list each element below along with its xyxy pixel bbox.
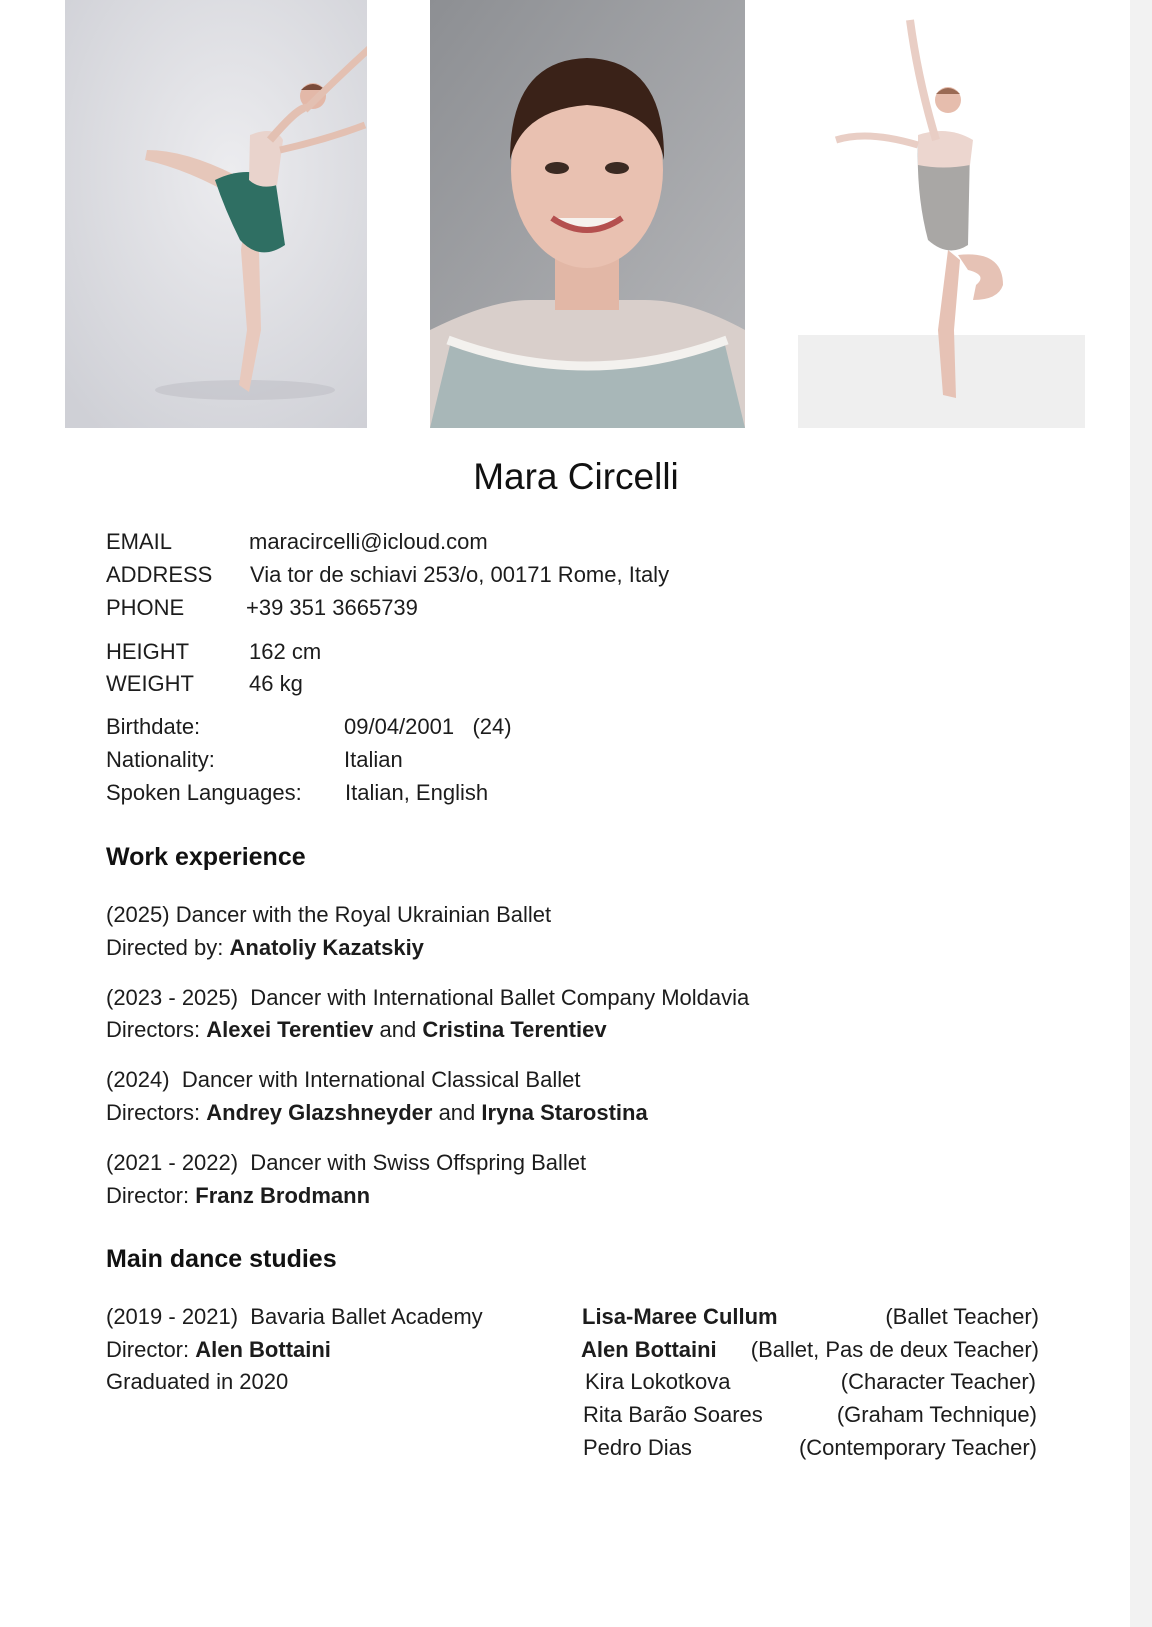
- work-entry-3-line: (2024) Dancer with International Classical Ballet: [106, 1067, 581, 1092]
- work-entry-4-line: (2021 - 2022) Dancer with Swiss Offspring Ballet: [106, 1150, 587, 1175]
- height-label: HEIGHT: [106, 639, 190, 664]
- teacher-1-name: Lisa-Maree Cullum: [582, 1304, 778, 1329]
- work-entry-1-directors: Directed by: Anatoliy Kazatskiy: [106, 935, 424, 960]
- weight-value: 46 kg: [249, 671, 303, 696]
- nationality-value: Italian: [344, 747, 403, 772]
- teacher-3-name: Kira Lokotkova: [585, 1369, 731, 1394]
- page-edge: [1130, 0, 1152, 1627]
- birthdate-label: Birthdate:: [106, 714, 201, 739]
- weight-label: WEIGHT: [106, 671, 194, 696]
- teacher-3-role: (Character Teacher): [840, 1369, 1036, 1394]
- languages-value: Italian, English: [345, 780, 489, 805]
- work-entry-3-directors: Directors: Andrey Glazshneyder and Iryna Starostina: [106, 1100, 648, 1125]
- dancer-arabesque-photo: [65, 0, 367, 428]
- candidate-name: Mara Circelli: [473, 456, 679, 497]
- work-experience-heading: Work experience: [106, 843, 306, 871]
- languages-label: Spoken Languages:: [106, 780, 302, 805]
- email-value: maracircelli@icloud.com: [249, 529, 488, 554]
- teacher-2-role: (Ballet, Pas de deux Teacher): [750, 1337, 1039, 1362]
- teacher-1-role: (Ballet Teacher): [885, 1304, 1039, 1329]
- teacher-4-role: (Graham Technique): [836, 1402, 1037, 1427]
- work-entry-1-line: (2025) Dancer with the Royal Ukrainian Ballet: [106, 902, 552, 927]
- address-value: Via tor de schiavi 253/o, 00171 Rome, Italy: [250, 562, 670, 587]
- teacher-4-name: Rita Barão Soares: [583, 1402, 763, 1427]
- address-label: ADDRESS: [106, 562, 213, 587]
- work-entry-2-directors: Directors: Alexei Terentiev and Cristina Terentiev: [106, 1017, 607, 1042]
- teacher-2-name: Alen Bottaini: [581, 1337, 717, 1362]
- email-label: EMAIL: [106, 529, 173, 554]
- graduated-line: Graduated in 2020: [106, 1369, 289, 1394]
- teacher-5-name: Pedro Dias: [583, 1435, 692, 1460]
- dance-studies-heading: Main dance studies: [106, 1245, 337, 1273]
- work-entry-4-directors: Director: Franz Brodmann: [106, 1183, 371, 1208]
- school-line: (2019 - 2021) Bavaria Ballet Academy: [106, 1304, 483, 1329]
- height-value: 162 cm: [249, 639, 322, 664]
- phone-label: PHONE: [106, 595, 185, 620]
- school-director: Director: Alen Bottaini: [106, 1337, 331, 1362]
- phone-value: +39 351 3665739: [246, 595, 418, 620]
- birthdate-value: 09/04/2001 (24): [344, 714, 512, 739]
- headshot-portrait-photo: [430, 0, 745, 428]
- dancer-retire-photo: [798, 0, 1085, 428]
- work-entry-2-line: (2023 - 2025) Dancer with International Ballet Company Moldavia: [106, 985, 750, 1010]
- teacher-5-role: (Contemporary Teacher): [798, 1435, 1037, 1460]
- nationality-label: Nationality:: [106, 747, 215, 772]
